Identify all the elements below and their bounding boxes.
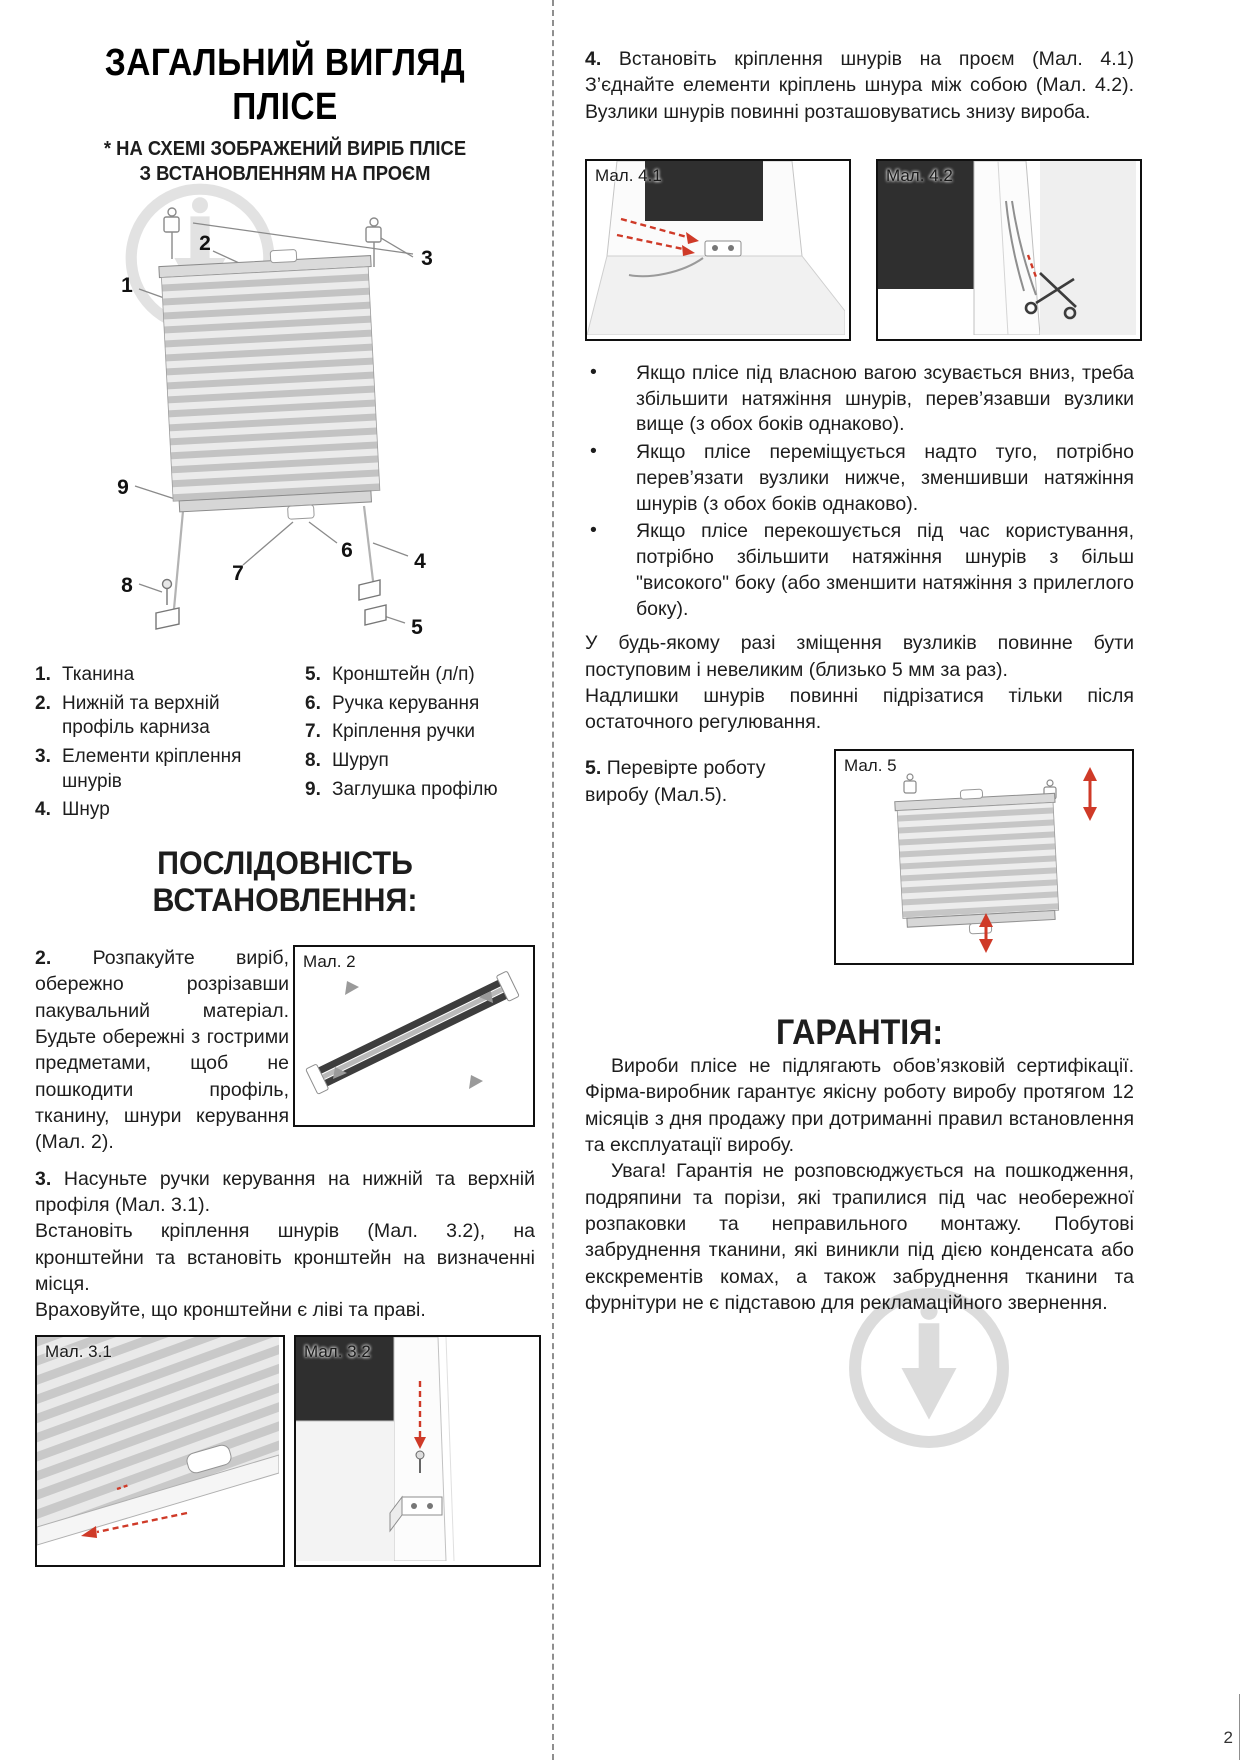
blind-diagram-illustration (15, 181, 525, 681)
figure-3-1-box (35, 1335, 285, 1567)
figure-3-2-box (294, 1335, 541, 1567)
list-item (585, 519, 1134, 622)
figure-3-2-label: Мал. 3.2 (304, 1342, 371, 1362)
step-3-text-3: Враховуйте, що кронштейни є ліві та праві. (35, 1299, 426, 1322)
step-2-text (35, 945, 289, 1156)
figure-4-2-label: Мал. 4.2 (886, 165, 953, 185)
figure-2-box (293, 945, 535, 1127)
legend-item (305, 692, 535, 717)
legend-item (35, 745, 291, 794)
step-3-body-1: Насуньте ручки керування на нижній та верхній профіля (Мал. 3.1). (35, 1167, 535, 1216)
adjustment-note-1: У будь-якому разі зміщення вузликів повинне бути поступовим і невеликим (близько 5 мм за раз). (585, 632, 1134, 681)
legend-item-number: 2. (35, 692, 51, 714)
diagram-legend (35, 663, 535, 827)
page-title-line1: ЗАГАЛЬНИЙ ВИГЛЯД (104, 42, 466, 84)
bullet-icon: • (590, 519, 597, 542)
figure-4-1-box (585, 159, 851, 341)
step-3-text-1 (35, 1166, 535, 1219)
legend-column-2 (305, 663, 535, 827)
step-5-number: 5. (585, 757, 602, 780)
diagram-callout-2: 2 (199, 231, 211, 255)
legend-item-label: Елементи кріплення шнурів (62, 746, 242, 792)
legend-item-label: Тканина (62, 663, 135, 685)
figure-4-1-illustration (587, 161, 845, 335)
bullet-icon: • (590, 360, 597, 383)
step-5-text (585, 755, 823, 809)
page-subtitle-line1: * НА СХЕМІ ЗОБРАЖЕНИЙ ВИРІБ ПЛІСЕ (103, 138, 467, 161)
page-number-rule (1239, 1694, 1240, 1760)
legend-item-label: Кріплення ручки (332, 721, 476, 743)
legend-item-number: 7. (305, 721, 321, 743)
page-number: 2 (1223, 1728, 1233, 1747)
bullet-text: Якщо плісе переміщується надто туго, потрібно перев’язати вузлики нижче, зменшивши натяжіння шнурів (з обох боків однаково). (636, 441, 1134, 515)
step-2-body: Розпакуйте виріб, обережно розрізавши пакувальний матеріал. Будьте обережні з гострими предметами, щоб не пошкодити профіль, тканину, шнури керування (Мал. 2). (35, 947, 289, 1154)
warranty-paragraph-2: Увага! Гарантія не розповсюджується на пошкодження, подряпини та порізи, які трапилися під час необережної розпаковки та неправильного монтажу. Побутові забруднення тканини, які виникли під дією конденсата або екскрементів комах, а також забруднення тканини та фурнітури не є підставою для рекламаційного звернення. (585, 1160, 1134, 1314)
figure-3-2-illustration (296, 1337, 535, 1561)
figure-4-2-illustration (878, 161, 1136, 335)
step-3-text-2: Встановіть кріплення шнурів (Мал. 3.2), на кронштейни та встановіть кронштейн на визначенні місця. (35, 1220, 535, 1295)
legend-item-label: Нижній та верхній профіль карниза (62, 692, 220, 739)
legend-item-number: 6. (305, 692, 321, 714)
figure-3-1-illustration (37, 1337, 279, 1561)
left-column (35, 42, 535, 1567)
legend-item (35, 798, 291, 823)
figure-4-2-box (876, 159, 1142, 341)
bullet-text: Якщо плісе перекошується під час користування, потрібно збільшити натяжіння шнурів з більш "високого" боку (або зменшити натяжіння з прилеглого боку). (636, 520, 1134, 620)
figure-4-1-label: Мал. 4.1 (595, 165, 662, 185)
page-title (65, 42, 505, 129)
legend-item-number: 9. (305, 778, 321, 800)
blind-diagram (35, 187, 535, 663)
diagram-callout-1: 1 (121, 273, 133, 297)
figure-row-4 (585, 159, 1134, 341)
legend-item-label: Шнур (62, 799, 110, 821)
legend-item (305, 720, 535, 745)
legend-item-label: Шуруп (332, 750, 389, 772)
bullet-icon: • (590, 440, 597, 463)
warranty-paragraph-1: Вироби плісе не підлягають обов’язковій сертифікації. Фірма-виробник гарантує якісну роботу виробу протягом 12 місяців з дня продажу при дотриманні правил встановлення та експлуатації виробу. (585, 1055, 1134, 1156)
figure-3-1-label: Мал. 3.1 (45, 1342, 112, 1362)
legend-item-label: Заглушка профілю (332, 778, 498, 800)
right-column (585, 46, 1134, 1316)
figure-2-illustration (295, 947, 529, 1121)
figure-5-illustration (836, 751, 1128, 959)
adjustment-note-2: Надлишки шнурів повинні підрізатися тільки після остаточного регулювання. (585, 684, 1134, 734)
legend-item-label: Ручка керування (332, 692, 480, 714)
legend-item (305, 778, 535, 803)
adjustment-note (585, 630, 1134, 735)
diagram-callout-8: 8 (121, 573, 133, 597)
diagram-callout-5: 5 (411, 615, 423, 639)
diagram-callout-6: 6 (341, 538, 353, 562)
step-4-text (585, 46, 1134, 125)
install-sequence-title: ПОСЛІДОВНІСТЬ ВСТАНОВЛЕННЯ: (152, 845, 418, 919)
legend-item-number: 3. (35, 746, 51, 768)
blind-body (158, 246, 384, 526)
bracket-shape (705, 241, 741, 256)
figure-row-3 (35, 1335, 535, 1567)
bracket-shapes (359, 580, 386, 625)
step-4-body: Встановіть кріплення шнурів на проєм (Мал. 4.1) З’єднайте елементи кріплень шнура між собою (Мал. 4.2). Вузлики шнурів повинні розташовуватись знизу вироба. (585, 48, 1135, 123)
diagram-callout-4: 4 (414, 549, 426, 573)
step-2 (35, 945, 535, 1156)
legend-item (305, 749, 535, 774)
figure-2-label: Мал. 2 (303, 952, 356, 972)
blind-body (894, 785, 1061, 937)
legend-item (35, 692, 291, 741)
step-3 (35, 1166, 535, 1324)
list-item (585, 440, 1134, 517)
diagram-callout-7: 7 (232, 561, 244, 585)
page-title-line2: ПЛІСЕ (232, 85, 338, 128)
adjustment-bullet-list (585, 361, 1134, 622)
warranty-title: ГАРАНТІЯ: (775, 1013, 944, 1053)
step-5-body: Перевірте роботу виробу (Мал.5). (585, 757, 766, 806)
page-subtitle-line2: З ВСТАНОВЛЕННЯМ НА ПРОЄМ (139, 163, 431, 186)
step-3-number: 3. (35, 1167, 52, 1190)
legend-column-1 (35, 663, 291, 827)
figure-5-box (834, 749, 1134, 965)
figure-5-label: Мал. 5 (844, 756, 897, 776)
legend-item-number: 5. (305, 663, 321, 685)
legend-item-label: Кронштейн (л/п) (332, 663, 475, 685)
diagram-callout-9: 9 (117, 475, 129, 499)
list-item (585, 361, 1134, 438)
bullet-text: Якщо плісе під власною вагою зсувається вниз, треба збільшити натяжіння шнурів, перев’язавши вузлики вище (з обох боків однаково). (636, 361, 1134, 436)
column-divider (552, 0, 554, 1760)
page-subtitle (55, 137, 515, 187)
step-5 (585, 755, 1134, 971)
legend-item-number: 1. (35, 663, 51, 685)
step-2-number: 2. (35, 947, 52, 970)
diagram-callout-3: 3 (421, 246, 433, 270)
step-4-number: 4. (585, 48, 602, 70)
legend-item-number: 4. (35, 799, 51, 821)
legend-item-number: 8. (305, 750, 321, 772)
